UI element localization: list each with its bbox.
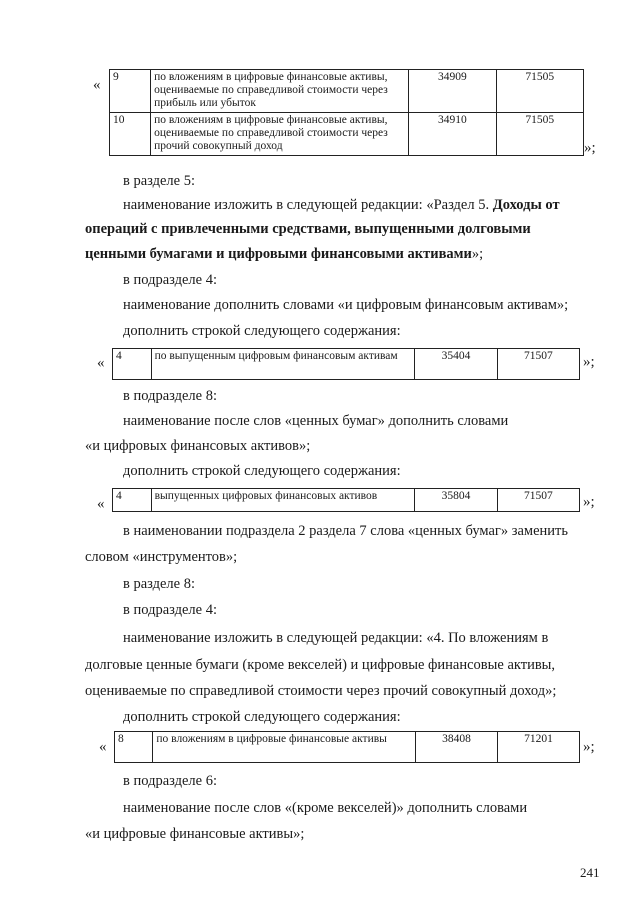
table-row [110,113,584,156]
table-row [113,349,580,380]
paragraph-after-words-line-1: наименование после слов «ценных бумаг» дополнить словами [123,413,509,429]
paragraph-except-bills-line-2: «и цифровые финансовые активы»; [85,826,305,842]
row-number: 10 [110,113,151,156]
paragraph-new-title-line-1: наименование изложить в следующей редакции: «4. По вложениям в [123,630,549,646]
table-row [113,489,580,512]
quote-close-4: »; [583,739,595,755]
paragraph-section-8: в разделе 8: [123,576,196,592]
table-row [110,70,584,113]
quote-close-3: »; [583,494,595,510]
quote-open-4: « [99,739,107,755]
paragraph-add-row-3: дополнить строкой следующего содержания: [123,709,401,725]
paragraph-new-title-line-3: оцениваемые по справедливой стоимости через прочий совокупный доход»; [85,683,557,699]
row-text: выпущенных цифровых финансовых активов [151,489,415,512]
row-number: 4 [113,349,152,380]
quote-open-3: « [97,496,105,512]
row-text: по вложениям в цифровые финансовые активы, оцениваемые по справедливой стоимости через прибыль или убыток [151,70,409,113]
paragraph-subsection-4: в подразделе 4: [123,272,217,288]
row-code-1: 34910 [409,113,496,156]
paragraph-subsection-4-b: в подразделе 4: [123,602,217,618]
row-number: 4 [113,489,152,512]
paragraph-add-row-1: дополнить строкой следующего содержания: [123,323,401,339]
paragraph-section-5-title-line-3: ценными бумагами и цифровыми финансовыми активами»; [85,246,484,262]
table-4 [114,731,580,763]
row-text: по выпущенным цифровым финансовым активам [151,349,415,380]
paragraph-rename-line-2: словом «инструментов»; [85,549,238,565]
paragraph-section-5: в разделе 5: [123,173,196,189]
paragraph-section-5-title-line-1: наименование изложить в следующей редакции: «Раздел 5. Доходы от [123,197,560,213]
paragraph-new-title-line-2: долговые ценные бумаги (кроме векселей) и цифровые финансовые активы, [85,657,556,673]
row-code-2: 71507 [497,349,579,380]
row-code-2: 71505 [496,70,583,113]
row-number: 9 [110,70,151,113]
row-code-2: 71505 [496,113,583,156]
paragraph-except-bills-line-1: наименование после слов «(кроме векселей)» дополнить словами [123,800,528,816]
row-code-2: 71507 [497,489,579,512]
row-text: по вложениям в цифровые финансовые активы [153,732,416,763]
row-code-1: 34909 [409,70,496,113]
page-number: 241 [580,865,600,880]
row-text: по вложениям в цифровые финансовые активы, оцениваемые по справедливой стоимости через прочий совокупный доход [151,113,409,156]
paragraph-after-words-line-2: «и цифровых финансовых активов»; [85,438,311,454]
quote-open-2: « [97,355,105,371]
row-code-1: 35804 [415,489,497,512]
table-3 [112,488,580,512]
paragraph-section-5-title-line-2: операций с привлеченными средствами, выпущенными долговыми [85,221,531,237]
quote-open-1: « [93,77,101,93]
paragraph-name-addition: наименование дополнить словами «и цифровым финансовым активам»; [123,297,569,313]
row-code-2: 71201 [497,732,579,763]
paragraph-rename-line-1: в наименовании подраздела 2 раздела 7 слова «ценных бумаг» заменить [123,523,568,539]
paragraph-subsection-8: в подразделе 8: [123,388,217,404]
row-code-1: 38408 [415,732,497,763]
table-1 [109,69,584,156]
paragraph-subsection-6: в подразделе 6: [123,773,217,789]
table-row [115,732,580,763]
quote-close-1: »; [584,140,596,156]
paragraph-add-row-2: дополнить строкой следующего содержания: [123,463,401,479]
row-code-1: 35404 [415,349,497,380]
row-number: 8 [115,732,153,763]
table-2 [112,348,580,380]
quote-close-2: »; [583,354,595,370]
